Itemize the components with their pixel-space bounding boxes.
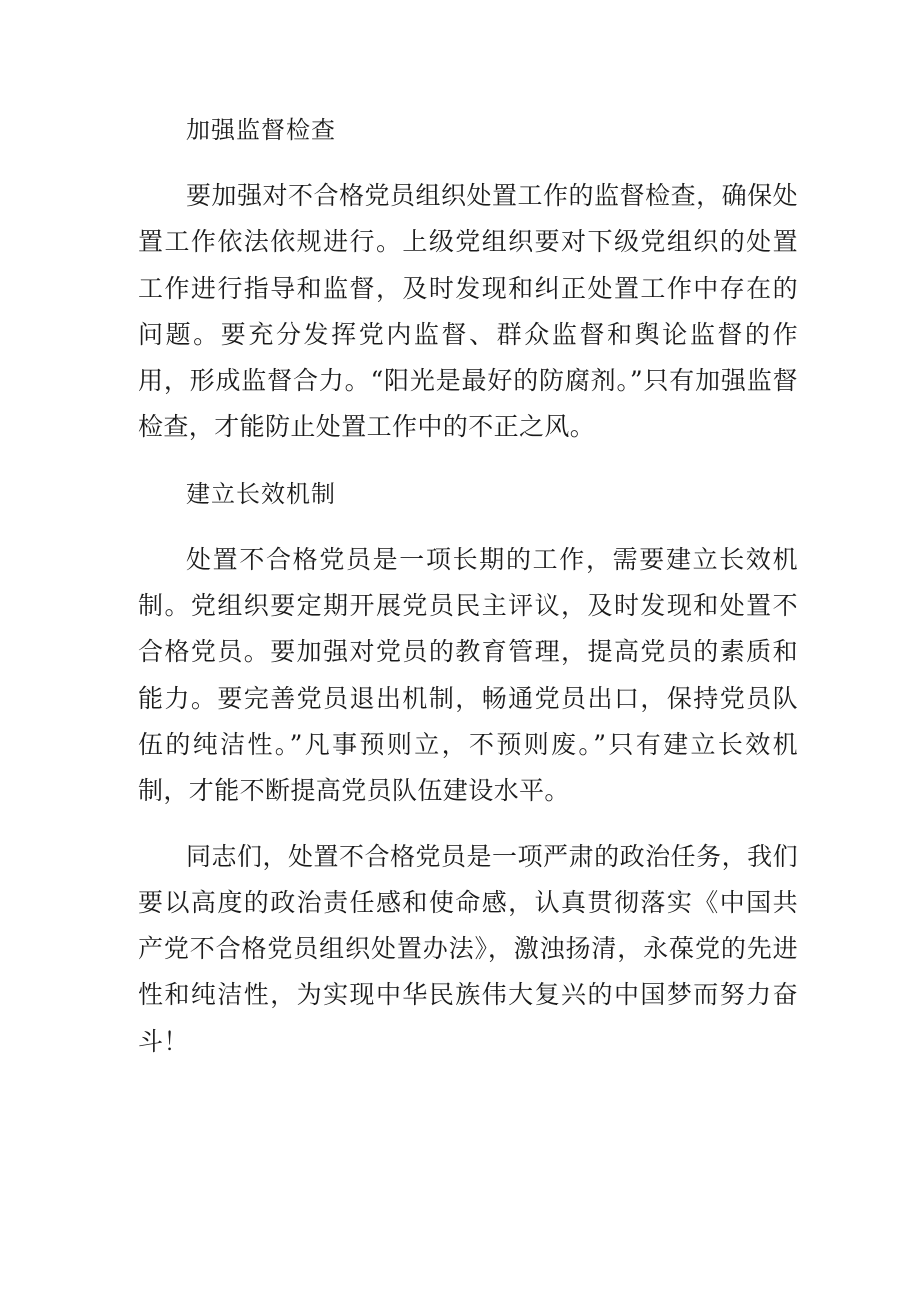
- section-supervision: [138, 106, 798, 451]
- section-heading: 建立长效机制: [186, 479, 336, 508]
- document-page: [138, 106, 798, 1084]
- section-paragraph: 要加强对不合格党员组织处置工作的监督检查，确保处置工作依法依规进行。上级党组织要对下级党组织的处置工作进行指导和监督，及时发现和纠正处置工作中存在的问题。要充分发挥党内监督、群众监督和舆论监督的作用，形成监督合力。“阳光是最好的防腐剂。”只有加强监督检查，才能防止处置工作中的不正之风。: [138, 181, 798, 442]
- section-heading: 加强监督检查: [186, 116, 336, 144]
- section-paragraph: 处置不合格党员是一项长期的工作，需要建立长效机制。党组织要定期开展党员民主评议，及时发现和处置不合格党员。要加强对党员的教育管理，提高党员的素质和能力。要完善党员退出机制，畅通党员出口，保持党员队伍的纯洁性。”凡事预则立，不预则废。”只有建立长效机制，才能不断提高党员队伍建设水平。: [138, 544, 798, 806]
- section-long-term-mechanism: [138, 470, 798, 815]
- closing-paragraph: 同志们，处置不合格党员是一项严肃的政治任务，我们要以高度的政治责任感和使命感，认真贯彻落实《中国共产党不合格党员组织处置办法》，激浊扬清，永葆党的先进性和纯洁性，为实现中华民族伟大复兴的中国梦而努力奋斗！: [138, 841, 798, 1056]
